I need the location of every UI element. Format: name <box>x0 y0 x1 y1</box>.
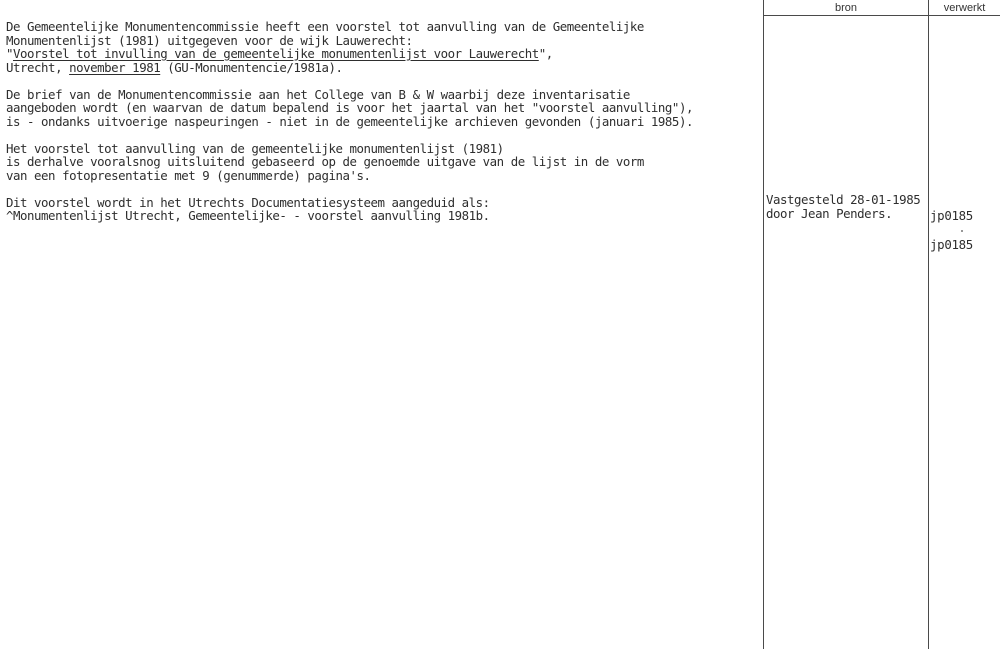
text-line: Monumentenlijst (1981) uitgegeven voor de wijk Lauwerecht: <box>6 32 413 48</box>
quote-open: " <box>6 46 14 61</box>
text-line: aangeboden wordt (en waarvan de datum bepalend is voor het jaartal van het "voorstel aanvulling"), <box>6 100 693 115</box>
text-line <box>6 47 756 61</box>
bron-line: Vastgesteld 28-01-1985 <box>766 192 921 207</box>
quote-close: ", <box>538 46 553 61</box>
text-line <box>6 61 756 75</box>
ink-speck <box>961 230 963 232</box>
paragraph-3 <box>6 142 756 183</box>
header-rule <box>763 15 1000 16</box>
text-line: Dit voorstel wordt in het Utrechts Documentatiesysteem aangeduid als: <box>6 194 490 210</box>
verwerkt-header: verwerkt <box>943 2 986 14</box>
bron-entry <box>766 193 928 221</box>
text-line: van een fotopresentatie met 9 (genummerde) pagina's. <box>6 167 371 183</box>
paragraph-4 <box>6 196 756 223</box>
reference-code: (GU-Monumentencie/1981a). <box>160 59 343 75</box>
text-line: ^Monumentenlijst Utrecht, Gemeentelijke- - voorstel aanvulling 1981b. <box>6 208 490 223</box>
paragraph-1 <box>6 20 756 74</box>
text-line: Het voorstel tot aanvulling van de gemeentelijke monumentenlijst (1981) <box>6 140 504 156</box>
bron-column-border <box>763 0 764 649</box>
main-text <box>6 20 756 236</box>
place-text: Utrecht, <box>6 59 70 75</box>
verwerkt-entry: jp0185 <box>930 237 973 252</box>
paragraph-2 <box>6 88 756 129</box>
text-line: is - ondanks uitvoerige naspeuringen - niet in de gemeentelijke archieven gevonden (januari 1985). <box>6 113 693 129</box>
text-line: is derhalve vooralsnog uitsluitend gebaseerd op de genoemde uitgave van de lijst in de vorm <box>6 154 644 169</box>
publication-date: november 1981 <box>69 59 161 75</box>
text-line: De brief van de Monumentencommissie aan het College van B & W waarbij deze inventarisatie <box>6 86 630 102</box>
publication-title: Voorstel tot invulling van de gemeentelijke monumentenlijst voor Lauwerecht <box>13 46 539 61</box>
verwerkt-entry: jp0185 <box>930 208 973 223</box>
text-line: De Gemeentelijke Monumentencommissie heeft een voorstel tot aanvulling van de Gemeentelijke <box>6 19 644 34</box>
bron-line: door Jean Penders. <box>766 206 893 221</box>
verwerkt-column-border <box>928 0 929 649</box>
bron-header: bron <box>834 2 858 14</box>
